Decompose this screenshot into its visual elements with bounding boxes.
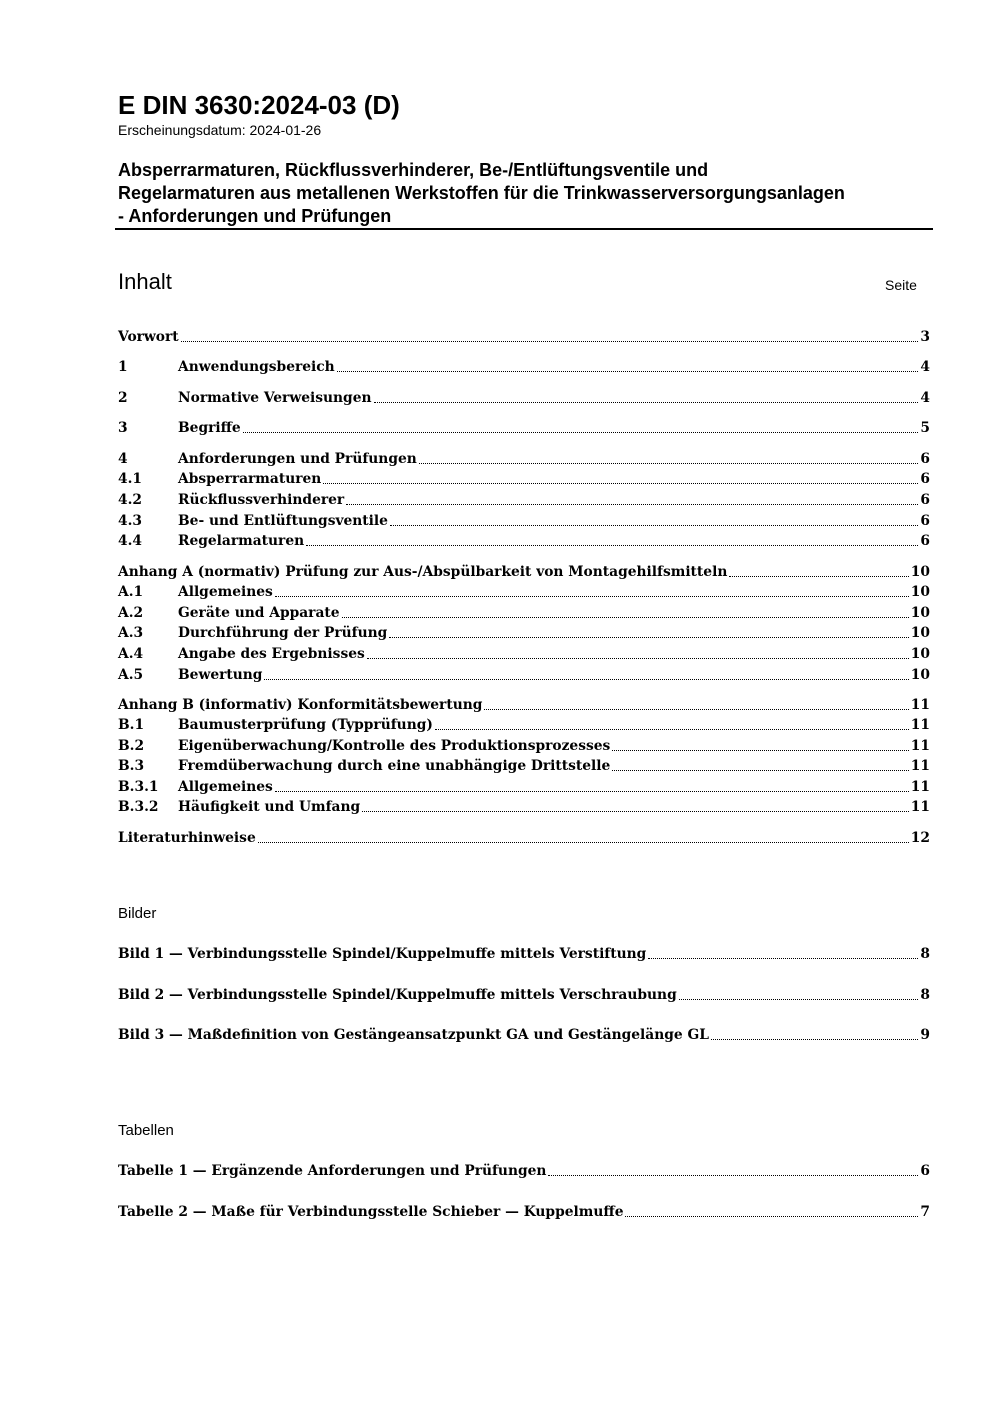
toc-entry-number: 4.4	[118, 533, 143, 549]
toc-entry-page: 6	[920, 1163, 930, 1179]
title-line: - Anforderungen und Prüfungen	[118, 206, 392, 226]
title-line: Regelarmaturen aus metallenen Werkstoffen für die Trinkwasserversorgungsanlagen	[118, 183, 845, 203]
toc-entry-title: Rückflussverhinderer	[178, 492, 345, 508]
dot-leader	[548, 1174, 918, 1176]
dot-leader	[264, 678, 908, 680]
toc-entry-page: 10	[910, 605, 930, 621]
toc-entry-page: 6	[920, 533, 930, 549]
toc-entry-page: 11	[910, 738, 930, 754]
dot-leader	[275, 790, 909, 792]
toc-entry[interactable]	[118, 735, 930, 755]
toc-entry-number: 3	[118, 420, 128, 436]
dot-leader	[679, 998, 919, 1000]
toc-entry-title: Vorwort	[118, 329, 179, 345]
toc-entry-number: A.4	[118, 646, 144, 662]
toc-entry-page: 10	[910, 564, 930, 580]
dot-leader	[337, 370, 919, 372]
toc-entry-number: B.1	[118, 717, 145, 733]
publication-date: Erscheinungsdatum: 2024-01-26	[118, 122, 322, 138]
toc-entry-title: Bild 2 — Verbindungsstelle Spindel/Kuppelmuffe mittels Verschraubung	[118, 987, 677, 1003]
toc-entry-title: Anhang B (informativ) Konformitätsbewertung	[118, 697, 483, 713]
toc-entry-title: Durchführung der Prüfung	[178, 625, 388, 641]
toc-entry-title: Begriffe	[178, 420, 241, 436]
toc-entry-title: Tabelle 2 — Maße für Verbindungsstelle Schieber — Kuppelmuffe	[118, 1204, 624, 1220]
toc-entry-page: 10	[910, 625, 930, 641]
toc-entry-page: 6	[920, 513, 930, 529]
toc-entry[interactable]	[118, 510, 930, 530]
figure-entry[interactable]	[118, 984, 930, 1004]
document-title	[118, 159, 938, 228]
toc-entry[interactable]	[118, 714, 930, 734]
toc-entry[interactable]	[118, 694, 930, 714]
dot-leader	[484, 708, 908, 710]
toc-entry-number: 4	[118, 451, 128, 467]
dot-leader	[367, 657, 909, 659]
toc-entry-title: Tabelle 1 — Ergänzende Anforderungen und Prüfungen	[118, 1163, 547, 1179]
dot-leader	[342, 616, 909, 618]
toc-entry-number: 4.1	[118, 471, 143, 487]
toc-entry-title: Eigenüberwachung/Kontrolle des Produktionsprozesses	[178, 738, 611, 754]
dot-leader	[346, 503, 918, 505]
dot-leader	[435, 728, 909, 730]
toc-entry-page: 5	[920, 420, 930, 436]
dot-leader	[275, 595, 909, 597]
toc-entry-number: 4.2	[118, 492, 143, 508]
toc-entry[interactable]	[118, 827, 930, 847]
toc-entry-title: Allgemeines	[178, 584, 273, 600]
dot-leader	[374, 401, 919, 403]
toc-entry[interactable]	[118, 643, 930, 663]
toc-entry-page: 11	[910, 758, 930, 774]
toc-entry-title: Baumusterprüfung (Typprüfung)	[178, 717, 433, 733]
toc-entry-page: 6	[920, 471, 930, 487]
toc-entry-title: Normative Verweisungen	[178, 390, 372, 406]
toc-entry-number: A.5	[118, 667, 144, 683]
toc-entry-page: 6	[920, 492, 930, 508]
toc-entry-number: B.2	[118, 738, 145, 754]
toc-entry-title: Häufigkeit und Umfang	[178, 799, 361, 815]
toc-heading: Inhalt	[118, 269, 172, 294]
toc-entry-title: Allgemeines	[178, 779, 273, 795]
title-line: Absperrarmaturen, Rückflussverhinderer, Be-/Entlüftungsventile und	[118, 160, 709, 180]
dot-leader	[419, 462, 919, 464]
toc-entry[interactable]	[118, 468, 930, 488]
dot-leader	[729, 575, 908, 577]
toc-entry[interactable]	[118, 326, 930, 346]
toc-entry-page: 11	[910, 779, 930, 795]
toc-entry-page: 7	[920, 1204, 930, 1220]
toc-entry-title: Geräte und Apparate	[178, 605, 340, 621]
toc-entry-page: 10	[910, 646, 930, 662]
toc-entry[interactable]	[118, 664, 930, 684]
toc-entry[interactable]	[118, 489, 930, 509]
toc-entry-page: 4	[920, 359, 930, 375]
toc-entry-title: Anhang A (normativ) Prüfung zur Aus-/Abspülbarkeit von Montagehilfsmitteln	[118, 564, 728, 580]
dot-leader	[323, 482, 918, 484]
toc-entry-title: Absperrarmaturen	[178, 471, 322, 487]
toc-entry-page: 10	[910, 667, 930, 683]
toc-entry[interactable]	[118, 581, 930, 601]
dot-leader	[306, 544, 918, 546]
toc-entry-title: Bild 3 — Maßdefinition von Gestängeansatzpunkt GA und Gestängelänge GL	[118, 1027, 709, 1043]
toc-entry-title: Be- und Entlüftungsventile	[178, 513, 388, 529]
toc-entry-title: Anforderungen und Prüfungen	[178, 451, 417, 467]
figure-entry[interactable]	[118, 943, 930, 963]
toc-entry[interactable]	[118, 776, 930, 796]
dot-leader	[612, 769, 908, 771]
toc-entry-page: 9	[920, 1027, 930, 1043]
tables-heading: Tabellen	[118, 1122, 174, 1139]
toc-entry-page: 11	[910, 799, 930, 815]
toc-entry-number: 4.3	[118, 513, 143, 529]
toc-entry-number: B.3	[118, 758, 145, 774]
toc-entry-title: Angabe des Ergebnisses	[178, 646, 365, 662]
toc-entry-number: 1	[118, 359, 128, 375]
dot-leader	[258, 841, 909, 843]
toc-entry-number: A.3	[118, 625, 144, 641]
toc-entry-title: Bewertung	[178, 667, 263, 683]
toc-entry-title: Literaturhinweise	[118, 830, 256, 846]
dot-leader	[711, 1038, 918, 1040]
toc-entry-page: 4	[920, 390, 930, 406]
figures-heading: Bilder	[118, 905, 157, 922]
page-column-label: Seite	[885, 277, 917, 293]
document-id: E DIN 3630:2024-03 (D)	[118, 90, 400, 120]
toc-entry-number: B.3.2	[118, 799, 159, 815]
dot-leader	[181, 340, 919, 342]
toc-entry-page: 11	[910, 717, 930, 733]
figure-entry[interactable]	[118, 1024, 930, 1044]
toc-entry-title: Anwendungsbereich	[178, 359, 335, 375]
dot-leader	[648, 957, 918, 959]
title-rule	[115, 228, 933, 230]
toc-entry[interactable]	[118, 796, 930, 816]
toc-entry[interactable]	[118, 561, 930, 581]
dot-leader	[612, 749, 909, 751]
dot-leader	[362, 810, 909, 812]
toc-entry-page: 8	[920, 987, 930, 1003]
toc-entry-page: 8	[920, 946, 930, 962]
toc-entry-number: A.2	[118, 605, 144, 621]
toc-entry[interactable]	[118, 387, 930, 407]
dot-leader	[389, 636, 909, 638]
toc-entry[interactable]	[118, 755, 930, 775]
dot-leader	[243, 431, 919, 433]
toc-entry-page: 3	[920, 329, 930, 345]
toc-entry-title: Bild 1 — Verbindungsstelle Spindel/Kuppelmuffe mittels Verstiftung	[118, 946, 647, 962]
table-entry[interactable]	[118, 1160, 930, 1180]
toc-entry-title: Regelarmaturen	[178, 533, 305, 549]
dot-leader	[390, 524, 918, 526]
toc-entry-number: 2	[118, 390, 128, 406]
toc-entry[interactable]	[118, 622, 930, 642]
toc-entry-page: 12	[910, 830, 930, 846]
toc-entry-page: 11	[910, 697, 930, 713]
toc-entry-number: A.1	[118, 584, 144, 600]
toc-entry[interactable]	[118, 530, 930, 550]
toc-entry[interactable]	[118, 356, 930, 376]
dot-leader	[625, 1215, 918, 1217]
table-entry[interactable]	[118, 1201, 930, 1221]
toc-entry-page: 10	[910, 584, 930, 600]
toc-entry[interactable]	[118, 448, 930, 468]
toc-entry[interactable]	[118, 417, 930, 437]
toc-entry[interactable]	[118, 602, 930, 622]
toc-entry-page: 6	[920, 451, 930, 467]
toc-entry-number: B.3.1	[118, 779, 159, 795]
toc-entry-title: Fremdüberwachung durch eine unabhängige Drittstelle	[178, 758, 611, 774]
